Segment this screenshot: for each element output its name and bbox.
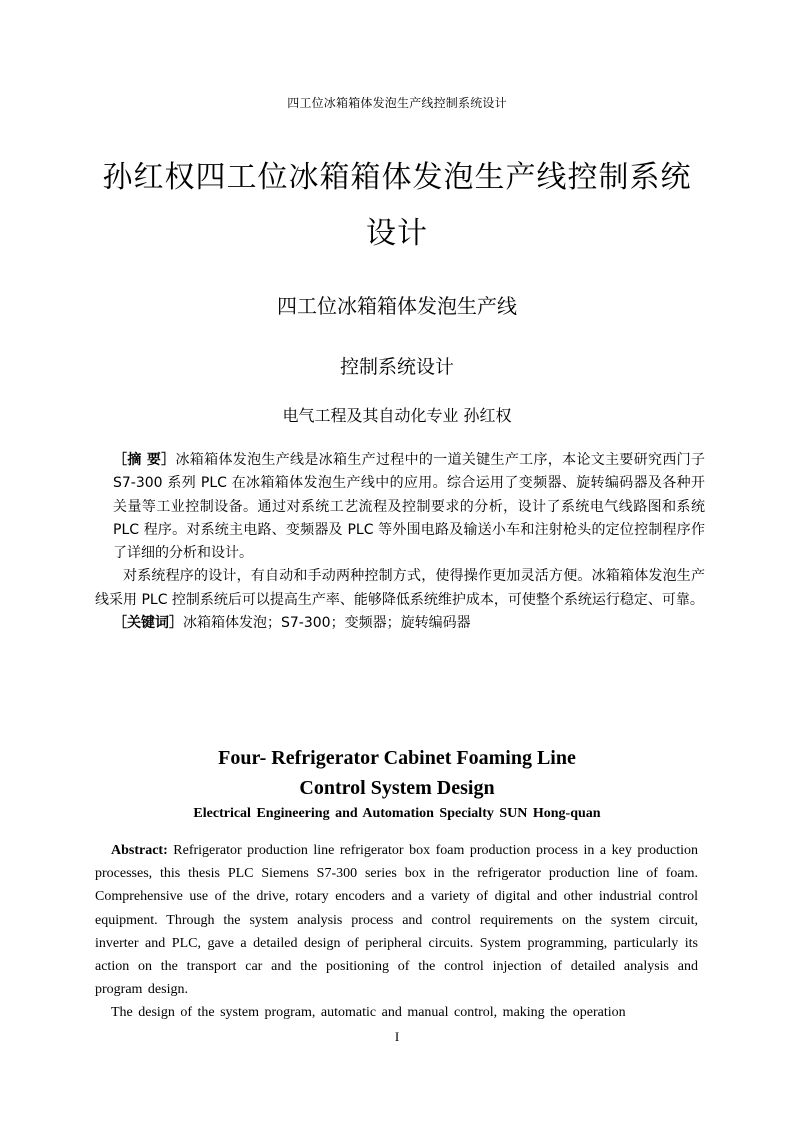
chinese-abstract <box>95 449 705 635</box>
chinese-abstract-label: ［摘 要］ <box>113 452 176 468</box>
english-title <box>0 743 794 803</box>
chinese-keywords-text: 冰箱箱体发泡；S7-300；变频器；旋转编码器 <box>183 615 471 632</box>
chinese-author-line: 电气工程及其自动化专业 孙红权 <box>282 406 512 425</box>
chinese-keywords-label: ［关键词］ <box>113 615 183 632</box>
chinese-keywords <box>95 612 705 635</box>
english-title-line2: Control System Design <box>299 777 495 799</box>
chinese-abstract-paragraph-2: 对系统程序的设计，有自动和手动两种控制方式，使得操作更加灵活方便。冰箱箱体发泡生产线采用 PLC 控制系统后可以提高生产率、能够降低系统维护成本，可使整个系统运行稳定、可靠。 <box>95 568 705 608</box>
english-abstract-label: Abstract: <box>111 843 168 858</box>
page-number: I <box>394 1029 400 1044</box>
english-title-line1: Four- Refrigerator Cabinet Foaming Line <box>218 747 576 769</box>
running-header: 四工位冰箱箱体发泡生产线控制系统设计 <box>287 96 507 110</box>
english-author-line: Electrical Engineering and Automation Specialty SUN Hong-quan <box>193 806 601 821</box>
english-abstract-paragraph-1 <box>95 839 698 1001</box>
english-abstract-paragraph-2: The design of the system program, automatic and manual control, making the operation <box>111 1005 626 1021</box>
english-abstract-text-1: Refrigerator production line refrigerator box foam production process in a key production processes, this thesis PLC Siemens S7-300 series box in the refrigerator production line of foam. Comprehensive use of the drive, rotary encoders and a variety of digital and other industrial control equipment. Through the system analysis process and control requirements on the system circuit, inverter and PLC, gave a detailed design of peripheral circuits. System programming, particularly its action on the transport car and the positioning of the control injection of detailed analysis and program design. <box>95 843 698 998</box>
chinese-abstract-paragraph-1 <box>95 449 705 565</box>
english-abstract <box>95 839 698 1025</box>
chinese-subtitle-line1: 四工位冰箱箱体发泡生产线 <box>277 294 517 318</box>
main-title: 孙红权四工位冰箱箱体发泡生产线控制系统设计 <box>102 160 692 251</box>
chinese-subtitle-line2: 控制系统设计 <box>339 356 454 378</box>
chinese-abstract-text-1: 冰箱箱体发泡生产线是冰箱生产过程中的一道关键生产工序，本论文主要研究西门子 S7-300 系列 PLC 在冰箱箱体发泡生产线中的应用。综合运用了变频器、旋转编码器及各种开关量等工业控制设备。通过对系统工艺流程及控制要求的分析，设计了系统电气线路图和系统 PLC 程序。对系统主电路、变频器及 PLC 等外围电路及输送小车和注射枪头的定位控制程序作了详细的分析和设计。 <box>113 452 706 562</box>
